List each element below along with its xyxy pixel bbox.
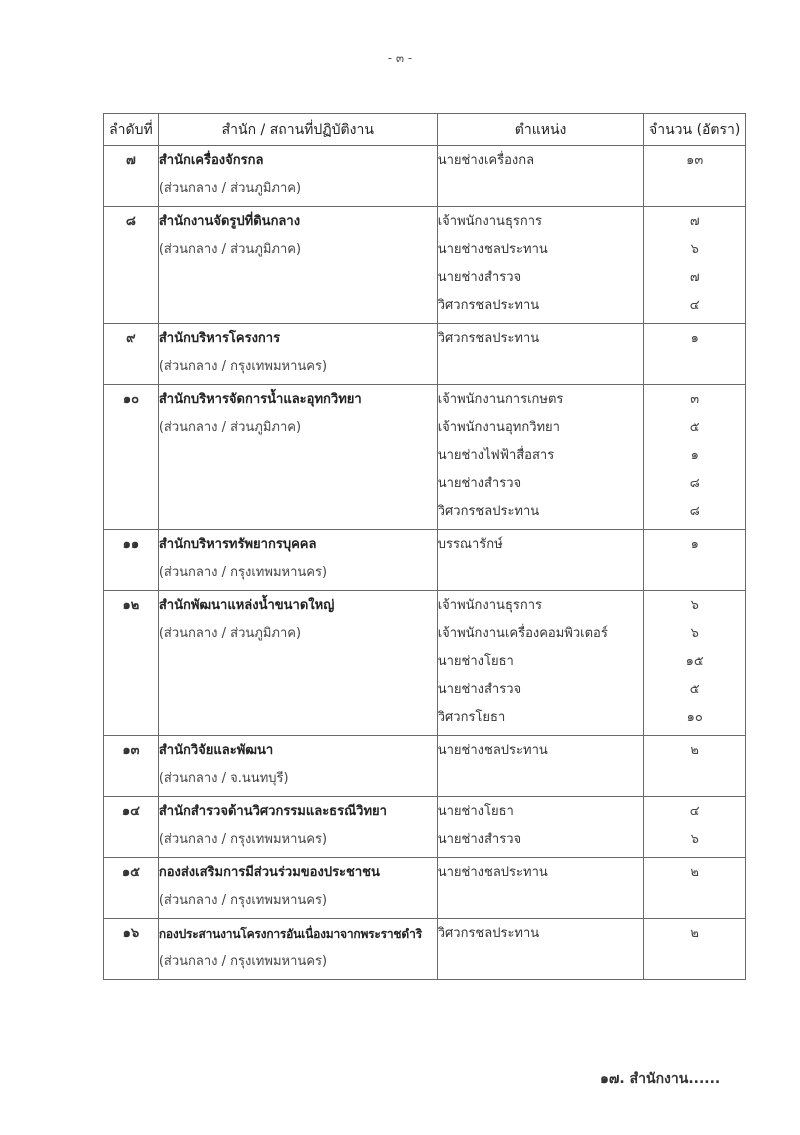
position-title: นายช่างชลประทาน (437, 743, 548, 758)
position-title: นายช่างสำรวจ (437, 832, 522, 847)
seq-cell (104, 591, 159, 736)
position-title: เจ้าพนักงานเครื่องคอมพิวเตอร์ (437, 626, 608, 641)
office-name: สำนักพัฒนาแหล่งน้ำขนาดใหญ่ (158, 598, 335, 613)
position-title: นายช่างชลประทาน (437, 242, 548, 257)
position-count: ๑ (690, 537, 699, 552)
seq-cell (104, 207, 159, 324)
spacer (644, 353, 745, 381)
seq-cell (104, 324, 159, 385)
count-cell (644, 324, 746, 385)
count-cell (644, 797, 746, 858)
office-location: (ส่วนกลาง / ส่วนภูมิภาค) (158, 420, 302, 435)
seq-number: ๑๒ (122, 598, 140, 613)
count-cell (644, 591, 746, 736)
position-title: วิศวกรชลประทาน (437, 298, 540, 313)
position-count: ๒ (690, 926, 699, 941)
position-title: นายช่างสำรวจ (437, 270, 522, 285)
office-name: สำนักบริหารจัดการน้ำและอุทกวิทยา (158, 392, 362, 407)
office-location: (ส่วนกลาง / ส่วนภูมิภาค) (158, 626, 302, 641)
header-office: สำนัก / สถานที่ปฏิบัติงาน (158, 114, 437, 146)
seq-number: ๑๖ (122, 926, 140, 941)
position-count: ๑ (690, 331, 699, 346)
office-cell (158, 385, 437, 530)
position-cell (437, 530, 644, 591)
spacer (159, 292, 437, 320)
table-row (104, 591, 746, 736)
position-count: ๑๐ (686, 710, 703, 725)
spacer (159, 676, 437, 704)
position-count: ๒ (690, 743, 699, 758)
position-title: นายช่างสำรวจ (437, 682, 522, 697)
position-cell (437, 858, 644, 919)
header-count: จำนวน (อัตรา) (644, 114, 746, 146)
position-cell (437, 919, 644, 980)
office-name: สำนักวิจัยและพัฒนา (158, 743, 274, 758)
office-name: สำนักบริหารโครงการ (158, 331, 281, 346)
spacer (159, 648, 437, 676)
office-location: (ส่วนกลาง / กรุงเทพมหานคร) (158, 565, 328, 580)
count-cell (644, 919, 746, 980)
spacer (644, 175, 745, 203)
seq-cell (104, 797, 159, 858)
office-name: กองประสานงานโครงการอันเนื่องมาจากพระราชดำริ (158, 927, 422, 941)
seq-number: ๑๓ (122, 743, 140, 758)
office-location: (ส่วนกลาง / ส่วนภูมิภาค) (158, 242, 302, 257)
spacer (438, 887, 644, 915)
office-cell (158, 207, 437, 324)
table-row (104, 146, 746, 207)
position-title: วิศวกรชลประทาน (437, 926, 540, 941)
count-cell (644, 530, 746, 591)
office-name: สำนักสำรวจด้านวิศวกรรมและธรณีวิทยา (158, 804, 387, 819)
office-location: (ส่วนกลาง / จ.นนทบุรี) (158, 771, 289, 786)
position-count: ๖ (690, 242, 699, 257)
seq-cell (104, 858, 159, 919)
position-count: ๕ (689, 420, 700, 435)
seq-cell (104, 146, 159, 207)
spacer (159, 498, 437, 526)
office-name: สำนักบริหารทรัพยากรบุคคล (158, 537, 317, 552)
seq-number: ๙ (126, 331, 136, 346)
seq-cell (104, 385, 159, 530)
count-cell (644, 207, 746, 324)
position-title: นายช่างไฟฟ้าสื่อสาร (437, 448, 555, 463)
seq-cell (104, 736, 159, 797)
office-cell (158, 858, 437, 919)
spacer (644, 948, 745, 976)
position-cell (437, 324, 644, 385)
position-cell (437, 207, 644, 324)
table-body (104, 146, 746, 980)
position-count: ๑๕ (685, 654, 704, 669)
office-cell (158, 530, 437, 591)
spacer (438, 948, 644, 976)
position-title: วิศวกรชลประทาน (437, 504, 540, 519)
position-cell (437, 797, 644, 858)
seq-cell (104, 530, 159, 591)
seq-number: ๗ (126, 153, 136, 168)
position-title: เจ้าพนักงานการเกษตร (437, 392, 564, 407)
position-count: ๖ (690, 832, 699, 847)
position-count: ๖ (690, 598, 699, 613)
position-count: ๓ (690, 392, 700, 407)
table-row (104, 858, 746, 919)
seq-number: ๑๔ (121, 804, 140, 819)
seq-cell (104, 919, 159, 980)
office-name: สำนักเครื่องจักรกล (158, 153, 264, 168)
position-title: นายช่างชลประทาน (437, 865, 548, 880)
office-cell (158, 591, 437, 736)
table-row (104, 919, 746, 980)
position-count: ๑๓ (686, 153, 704, 168)
office-cell (158, 797, 437, 858)
spacer (159, 704, 437, 732)
header-position: ตำแหน่ง (437, 114, 644, 146)
position-cell (437, 591, 644, 736)
position-title: นายช่างสำรวจ (437, 476, 522, 491)
position-count: ๔ (689, 298, 700, 313)
position-title: วิศวกรโยธา (437, 710, 506, 725)
office-cell (158, 146, 437, 207)
table-row (104, 385, 746, 530)
positions-table (103, 113, 746, 980)
seq-number: ๘ (125, 214, 136, 229)
spacer (438, 559, 644, 587)
office-location: (ส่วนกลาง / กรุงเทพมหานคร) (158, 359, 328, 374)
table-header-row (104, 114, 746, 146)
position-count: ๗ (689, 270, 700, 285)
position-count: ๘ (689, 504, 700, 519)
position-cell (437, 385, 644, 530)
spacer (159, 470, 437, 498)
position-count: ๑ (690, 448, 699, 463)
spacer (438, 353, 644, 381)
spacer (438, 765, 644, 793)
position-count: ๖ (690, 626, 699, 641)
count-cell (644, 858, 746, 919)
position-title: เจ้าพนักงานธุรการ (437, 214, 543, 229)
position-count: ๘ (689, 476, 700, 491)
table-row (104, 736, 746, 797)
office-location: (ส่วนกลาง / กรุงเทพมหานคร) (158, 893, 328, 908)
spacer (644, 887, 745, 915)
table-row (104, 530, 746, 591)
position-cell (437, 146, 644, 207)
seq-number: ๑๑ (122, 537, 140, 552)
position-title: เจ้าพนักงานอุทกวิทยา (437, 420, 560, 435)
count-cell (644, 385, 746, 530)
count-cell (644, 736, 746, 797)
header-seq: ลำดับที่ (104, 114, 159, 146)
position-title: เจ้าพนักงานธุรการ (437, 598, 543, 613)
count-cell (644, 146, 746, 207)
office-location: (ส่วนกลาง / ส่วนภูมิภาค) (158, 181, 302, 196)
office-cell (158, 736, 437, 797)
position-count: ๕ (689, 682, 700, 697)
spacer (159, 442, 437, 470)
position-cell (437, 736, 644, 797)
office-location: (ส่วนกลาง / กรุงเทพมหานคร) (158, 954, 328, 969)
table-row (104, 207, 746, 324)
spacer (159, 264, 437, 292)
position-title: บรรณารักษ์ (437, 537, 503, 552)
seq-number: ๑๕ (121, 865, 140, 880)
office-name: สำนักงานจัดรูปที่ดินกลาง (158, 214, 301, 229)
spacer (644, 559, 745, 587)
position-title: นายช่างโยธา (437, 804, 514, 819)
continuation-note: ๑๗. สำนักงาน...... (600, 1071, 721, 1087)
position-title: นายช่างเครื่องกล (437, 153, 535, 168)
office-cell (158, 324, 437, 385)
position-title: นายช่างโยธา (437, 654, 514, 669)
position-count: ๒ (690, 865, 699, 880)
page-number: - ๓ - (387, 51, 413, 65)
office-name: กองส่งเสริมการมีส่วนร่วมของประชาชน (158, 865, 380, 880)
table-row (104, 797, 746, 858)
position-count: ๗ (689, 214, 700, 229)
spacer (644, 765, 745, 793)
spacer (438, 175, 644, 203)
table-row (104, 324, 746, 385)
office-location: (ส่วนกลาง / กรุงเทพมหานคร) (158, 832, 328, 847)
seq-number: ๑๐ (122, 392, 140, 407)
office-cell (158, 919, 437, 980)
position-title: วิศวกรชลประทาน (437, 331, 540, 346)
position-count: ๔ (689, 804, 700, 819)
